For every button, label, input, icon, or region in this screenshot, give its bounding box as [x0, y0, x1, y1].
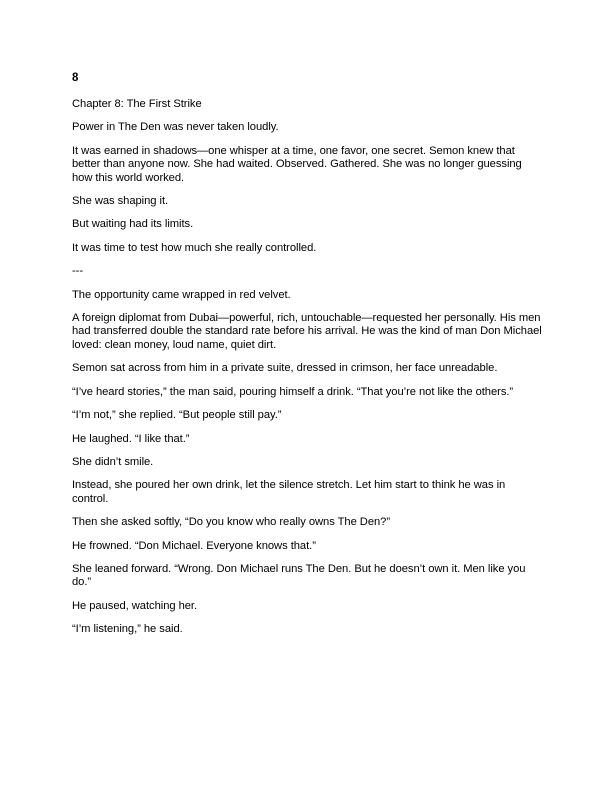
document-page	[72, 0, 542, 792]
paragraph: It was time to test how much she really controlled.	[72, 241, 317, 254]
paragraph: “I’m listening,” he said.	[72, 623, 183, 636]
chapter-heading: Chapter 8: The First Strike	[72, 98, 202, 110]
body-text	[72, 98, 542, 647]
paragraph: She was shaping it.	[72, 195, 169, 208]
scene-break: ---	[72, 265, 84, 278]
paragraph: Then she asked softly, “Do you know who really owns The Den?”	[72, 516, 391, 529]
paragraph: She leaned forward. “Wrong. Don Michael runs The Den. But he doesn’t own it. Men like you do.”	[72, 562, 526, 589]
paragraph: “I’m not,” she replied. “But people still pay.”	[72, 409, 282, 422]
paragraph: Power in The Den was never taken loudly.	[72, 121, 279, 134]
paragraph: She didn’t smile.	[72, 455, 154, 468]
paragraph: He paused, watching her.	[72, 599, 198, 612]
paragraph: Semon sat across from him in a private suite, dressed in crimson, her face unreadable.	[72, 362, 498, 375]
paragraph: But waiting had its limits.	[72, 218, 194, 231]
page-number: 8	[72, 72, 79, 84]
paragraph: A foreign diplomat from Dubai—powerful, rich, untouchable—requested her personally. His men had transferred double the standard rate before his arrival. He was the kind of man Don Michael loved: clean money, loud name, quiet dirt.	[72, 312, 542, 351]
paragraph: It was earned in shadows—one whisper at a time, one favor, one secret. Semon knew that better than anyone now. She had waited. Observed. Gathered. She was no longer guessing how this world worked.	[72, 144, 522, 184]
paragraph: The opportunity came wrapped in red velvet.	[72, 288, 291, 301]
paragraph: Instead, she poured her own drink, let the silence stretch. Let him start to think he was in control.	[72, 479, 506, 505]
paragraph: He frowned. “Don Michael. Everyone knows that.”	[72, 539, 316, 552]
paragraph: “I’ve heard stories,” the man said, pouring himself a drink. “That you’re not like the others.”	[72, 385, 514, 398]
paragraph: He laughed. “I like that.”	[72, 432, 190, 445]
